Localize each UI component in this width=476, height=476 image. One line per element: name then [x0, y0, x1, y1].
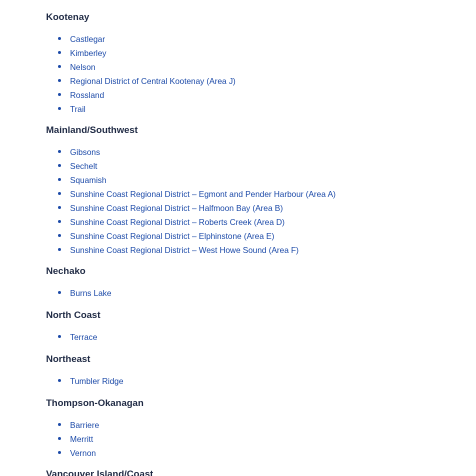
bullet-icon — [58, 248, 61, 251]
place-link[interactable]: Sunshine Coast Regional District – Roberts Creek (Area D) — [70, 218, 285, 227]
bullet-icon — [58, 220, 61, 223]
region-section-north-coast — [46, 310, 466, 342]
list-item — [46, 186, 336, 200]
place-link[interactable]: Vernon — [70, 449, 96, 458]
place-link[interactable]: Rossland — [70, 91, 105, 100]
list-item — [46, 87, 236, 101]
list-item — [46, 200, 336, 214]
place-link[interactable]: Gibsons — [70, 148, 101, 157]
bullet-icon — [58, 291, 61, 294]
bullet-icon — [58, 178, 61, 181]
bullet-icon — [58, 150, 61, 153]
list-item — [46, 417, 99, 431]
list-item — [46, 101, 236, 115]
list-item — [46, 214, 336, 228]
bullet-icon — [58, 107, 61, 110]
bullet-icon — [58, 423, 61, 426]
bullet-icon — [58, 451, 61, 454]
place-link[interactable]: Sunshine Coast Regional District – Halfmoon Bay (Area B) — [70, 204, 283, 213]
list-item — [46, 431, 99, 445]
bullet-icon — [58, 79, 61, 82]
list-item — [46, 73, 236, 87]
place-list — [46, 144, 336, 256]
region-heading: Nechako — [46, 266, 86, 277]
bullet-icon — [58, 234, 61, 237]
list-item — [46, 242, 336, 256]
list-item — [46, 59, 236, 73]
place-link[interactable]: Squamish — [70, 176, 107, 185]
bullet-icon — [58, 379, 61, 382]
place-link[interactable]: Sunshine Coast Regional District – Elphinstone (Area E) — [70, 232, 275, 241]
list-item — [46, 285, 111, 299]
place-list — [46, 417, 99, 459]
place-list — [46, 373, 123, 387]
bullet-icon — [58, 335, 61, 338]
place-link[interactable]: Sunshine Coast Regional District – West Howe Sound (Area F) — [70, 246, 299, 255]
list-item — [46, 172, 336, 186]
place-link[interactable]: Merritt — [70, 435, 94, 444]
region-heading: Thompson-Okanagan — [46, 398, 144, 409]
region-section-mainland-southwest — [46, 125, 466, 255]
list-item — [46, 329, 97, 343]
bullet-icon — [58, 93, 61, 96]
list-item — [46, 228, 336, 242]
place-link[interactable]: Sechelt — [70, 162, 98, 171]
region-heading: Northeast — [46, 354, 91, 365]
place-link[interactable]: Sunshine Coast Regional District – Egmont and Pender Harbour (Area A) — [70, 190, 336, 199]
place-link[interactable]: Tumbler Ridge — [70, 377, 124, 386]
bullet-icon — [58, 164, 61, 167]
list-item — [46, 31, 236, 45]
bullet-icon — [58, 192, 61, 195]
region-section-nechako — [46, 266, 466, 298]
place-link[interactable]: Trail — [70, 105, 86, 114]
place-link[interactable]: Regional District of Central Kootenay (Area J) — [70, 77, 236, 86]
region-section-northeast — [46, 354, 466, 386]
region-heading: Vancouver Island/Coast — [46, 469, 154, 476]
bullet-icon — [58, 51, 61, 54]
list-item — [46, 45, 236, 59]
place-list — [46, 31, 236, 115]
region-section-kootenay — [46, 12, 466, 114]
bullet-icon — [58, 65, 61, 68]
place-link[interactable]: Barriere — [70, 421, 100, 430]
place-link[interactable]: Kimberley — [70, 49, 107, 58]
bullet-icon — [58, 206, 61, 209]
region-section-vancouver-island-coast — [46, 469, 466, 476]
list-item — [46, 373, 123, 387]
place-link[interactable]: Burns Lake — [70, 289, 112, 298]
list-item — [46, 445, 99, 459]
place-link[interactable]: Castlegar — [70, 35, 106, 44]
bullet-icon — [58, 37, 61, 40]
place-list — [46, 329, 97, 343]
place-link[interactable]: Terrace — [70, 333, 98, 342]
region-section-thompson-okanagan — [46, 398, 466, 458]
region-heading: Kootenay — [46, 12, 90, 23]
place-list — [46, 285, 111, 299]
region-heading: Mainland/Southwest — [46, 125, 138, 136]
region-heading: North Coast — [46, 310, 101, 321]
bullet-icon — [58, 437, 61, 440]
list-item — [46, 158, 336, 172]
list-item — [46, 144, 336, 158]
place-link[interactable]: Nelson — [70, 63, 96, 72]
